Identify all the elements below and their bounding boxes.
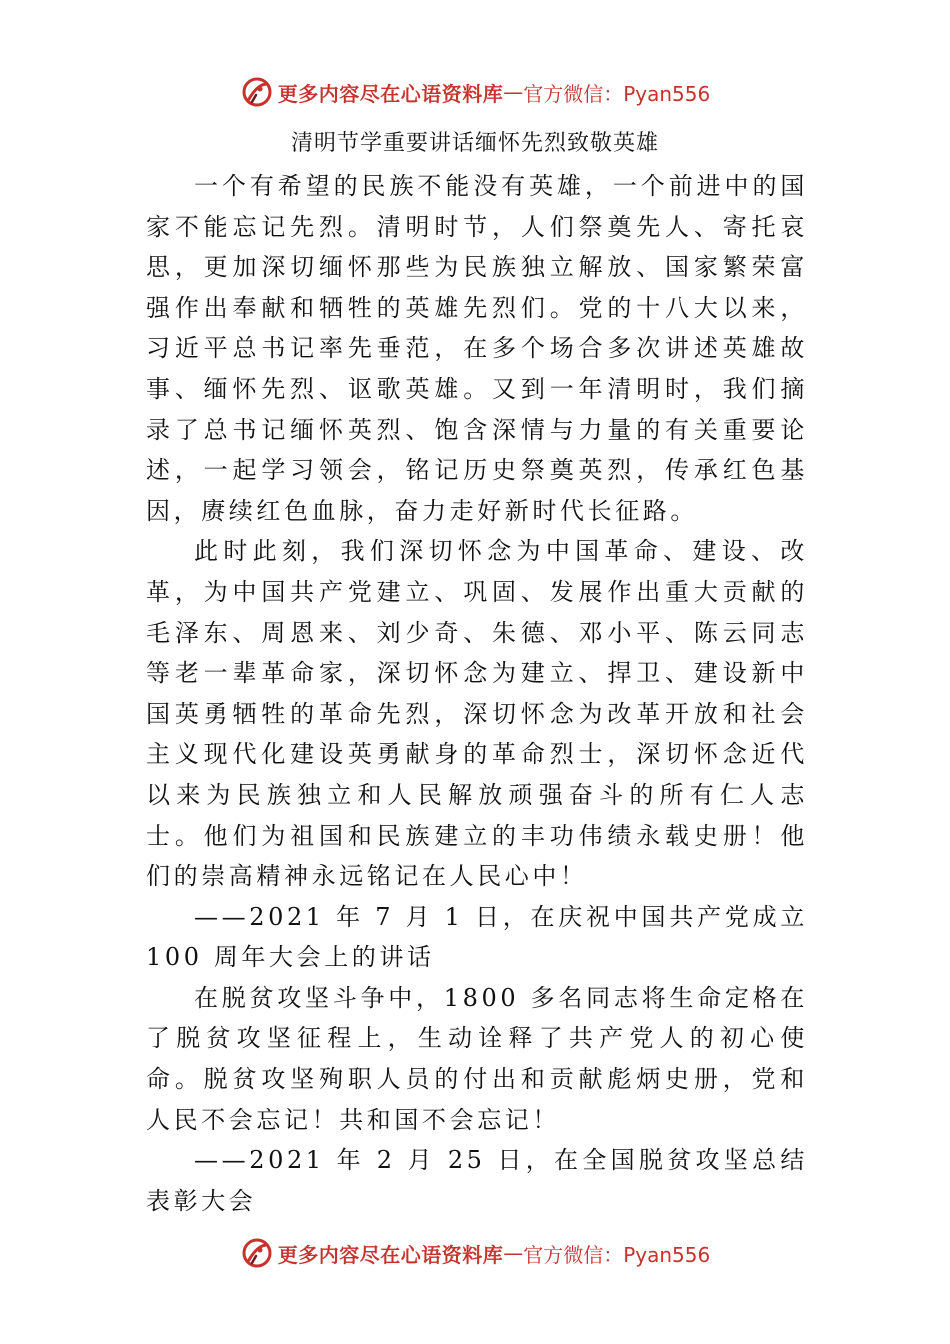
citation-paragraph: ——2021 年 7 月 1 日，在庆祝中国共产党成立 100 周年大会上的讲话 bbox=[146, 902, 808, 972]
body-paragraph: 一个有希望的民族不能没有英雄，一个前进中的国家不能忘记先烈。清明时节，人们祭奠先人、寄托哀思，更加深切缅怀那些为民族独立解放、国家繁荣富强作出奉献和牺牲的英雄先烈们。党的十八大以来，习近平总书记率先垂范，在多个场合多次讲述英雄故事、缅怀先烈、讴歌英雄。又到一年清明时，我们摘录了总书记缅怀英烈、饱含深情与力量的有关重要论述，一起学习领会，铭记历史祭奠英烈，传承红色基因，赓续红色血脉，奋力走好新时代长征路。 bbox=[146, 172, 808, 525]
watermark-contact-text: 官方微信：Pyan556 bbox=[523, 1242, 711, 1267]
footer-watermark bbox=[0, 1233, 950, 1273]
watermark-main-text: 更多内容尽在心语资料库 bbox=[277, 1242, 504, 1267]
watermark-dash: — bbox=[503, 80, 524, 104]
body-paragraph: 此时此刻，我们深切怀念为中国革命、建设、改革，为中国共产党建立、巩固、发展作出重大贡献的毛泽东、周恩来、刘少奇、朱德、邓小平、陈云同志等老一辈革命家，深切怀念为建立、捍卫、建设新中国英勇牺牲的革命先烈，深切怀念为改革开放和社会主义现代化建设英勇献身的革命烈士，深切怀念近代以来为民族独立和人民解放顽强奋斗的所有仁人志士。他们为祖国和民族建立的丰功伟绩永载史册！他们的崇高精神永远铭记在人民心中！ bbox=[146, 537, 808, 891]
document-title: 清明节学重要讲话缅怀先烈致敬英雄 bbox=[290, 131, 659, 156]
watermark-dash: — bbox=[503, 1241, 524, 1265]
document-body bbox=[146, 166, 808, 1221]
body-paragraph: 在脱贫攻坚斗争中，1800 多名同志将生命定格在了脱贫攻坚征程上，生动诠释了共产党人的初心使命。脱贫攻坚殉职人员的付出和贡献彪炳史册，党和人民不会忘记！共和国不会忘记！ bbox=[146, 983, 808, 1134]
watermark-contact-text: 官方微信：Pyan556 bbox=[523, 81, 711, 106]
red-swirl-logo-icon bbox=[240, 75, 274, 109]
header-watermark bbox=[0, 72, 950, 112]
red-swirl-logo-icon bbox=[240, 1236, 274, 1270]
citation-paragraph: ——2021 年 2 月 25 日，在全国脱贫攻坚总结表彰大会 bbox=[146, 1146, 808, 1215]
watermark-main-text: 更多内容尽在心语资料库 bbox=[277, 81, 504, 106]
